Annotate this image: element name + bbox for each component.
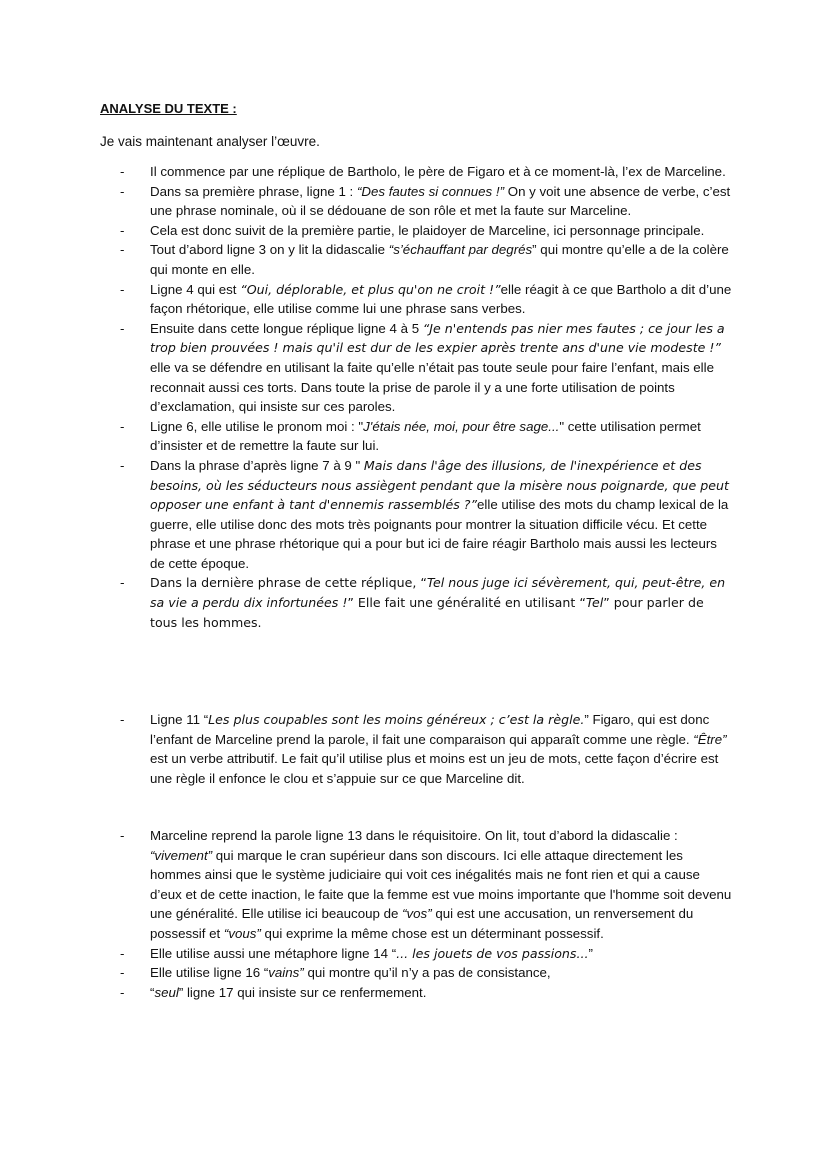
list-item: - Dans la phrase d’après ligne 7 à 9 " Mais dans l'âge des illusions, de l'inexpérience et des besoins, où les séducteurs nous assiègent pendant que la misère nous poignarde, que peut opposer une enfant à tant d'ennemis rassemblés ?”elle utilise des mots du champ lexical de la guerre, elle utilise donc des mots très poignants pour montrer la situation difficile vécu. Et cette phrase et une phrase rhétorique qui a pour but ici de faire réagir Bartholo mais aussi les lecteurs de cette époque. — [120, 457, 729, 571]
bullet-dash: - — [120, 281, 125, 297]
list-item: - Tout d’abord ligne 3 on y lit la didascalie “s’échauffant par degrés” qui montre qu’elle a de la colère qui monte en elle. — [120, 242, 729, 277]
list-item: - Il commence par une réplique de Bartholo, le père de Figaro et à ce moment-là, l’ex de Marceline. — [120, 162, 732, 182]
list-item: - Marceline reprend la parole ligne 13 dans le réquisitoire. On lit, tout d’abord la didascalie : “vivement” qui marque le cran supérieur dans son discours. Ici elle attaque directement les hommes ainsi que le système judiciaire qui voit ces inégalités mais ne font rien et qui a cause d’eux et de cette inaction, le faite que la femme est vue moins importante que l'homme soit devenu une généralité. Elle utilise ici beaucoup de “vos” qui est une accusation, un renversement du possessif et “vous” qui exprime la même chose est un déterminant possessif. — [120, 828, 732, 941]
bullet-dash: - — [120, 712, 125, 727]
list-item: - Dans sa première phrase, ligne 1 : “Des fautes si connues !” On y voit une absence de verbe, c’est une phrase nominale, où il se dédouane de son rôle et met la faute sur Marceline. — [120, 183, 731, 219]
bullet-dash: - — [120, 828, 125, 843]
list-item: - Ligne 6, elle utilise le pronom moi : "J'étais née, moi, pour être sage..." cette utilisation permet d’insister et de remettre la faute sur lui. — [120, 418, 701, 454]
bullet-dash: - — [120, 457, 125, 473]
bullet-dash: - — [120, 575, 125, 591]
bullet-dash: - — [120, 164, 125, 179]
bullet-dash: - — [120, 320, 125, 336]
bullet-dash: - — [120, 242, 125, 258]
analysis-list-part-3 — [120, 826, 732, 1002]
bullet-dash: - — [120, 222, 125, 238]
bullet-dash: - — [120, 945, 125, 961]
list-item: - Dans la dernière phrase de cette réplique, “Tel nous juge ici sévèrement, qui, peut-être, en sa vie a perdu dix infortunées !” Elle fait une généralité en utilisant “Tel” pour parler de tous les hommes. — [120, 575, 726, 630]
analysis-list-part-2 — [120, 710, 732, 788]
list-item: - Ligne 4 qui est “Oui, déplorable, et plus qu'on ne croit !”elle réagit à ce que Bartholo a dit d’une façon rhétorique, elle utilise comme lui une phrase sans verbes. — [120, 281, 732, 317]
bullet-dash: - — [120, 183, 125, 199]
list-item: - Elle utilise ligne 16 “vains” qui montre qu’il n’y a pas de consistance, — [120, 963, 732, 983]
section-heading: ANALYSE DU TEXTE : — [100, 101, 237, 116]
analysis-list-part-1 — [120, 162, 732, 632]
list-item: - Ensuite dans cette longue réplique ligne 4 à 5 “Je n'entends pas nier mes fautes ; ce jour les a trop bien prouvées ! mais qu'il est dur de les expier après trente ans d'une vie modeste !” elle va se défendre en utilisant la faite qu’elle n’était pas toute seule pour faire l’enfant, mais elle reconnait aussi ces torts. Dans toute la prise de parole il y a une forte utilisation de points d’exclamation, qui insiste sur ces paroles. — [120, 320, 725, 415]
list-item: - Ligne 11 “Les plus coupables sont les moins généreux ; c’est la règle.” Figaro, qui est donc l’enfant de Marceline prend la parole, il fait une comparaison qui apparaît comme une règle. “Être” est un verbe attributif. Le fait qu’il utilise plus et moins est un jeu de mots, cette façon d’écrire est une règle il enfonce le clou et s’appuie sur ce que Marceline dit. — [120, 712, 727, 786]
list-item: - Cela est donc suivit de la première partie, le plaidoyer de Marceline, ici personnage principale. — [120, 221, 732, 241]
bullet-dash: - — [120, 965, 125, 981]
list-item: - “seul” ligne 17 qui insiste sur ce renfermement. — [120, 983, 732, 1003]
intro-paragraph: Je vais maintenant analyser l’œuvre. — [100, 134, 320, 149]
bullet-dash: - — [120, 984, 125, 1000]
bullet-dash: - — [120, 418, 125, 434]
list-item: - Elle utilise aussi une métaphore ligne 14 “... les jouets de vos passions...” — [120, 944, 732, 964]
